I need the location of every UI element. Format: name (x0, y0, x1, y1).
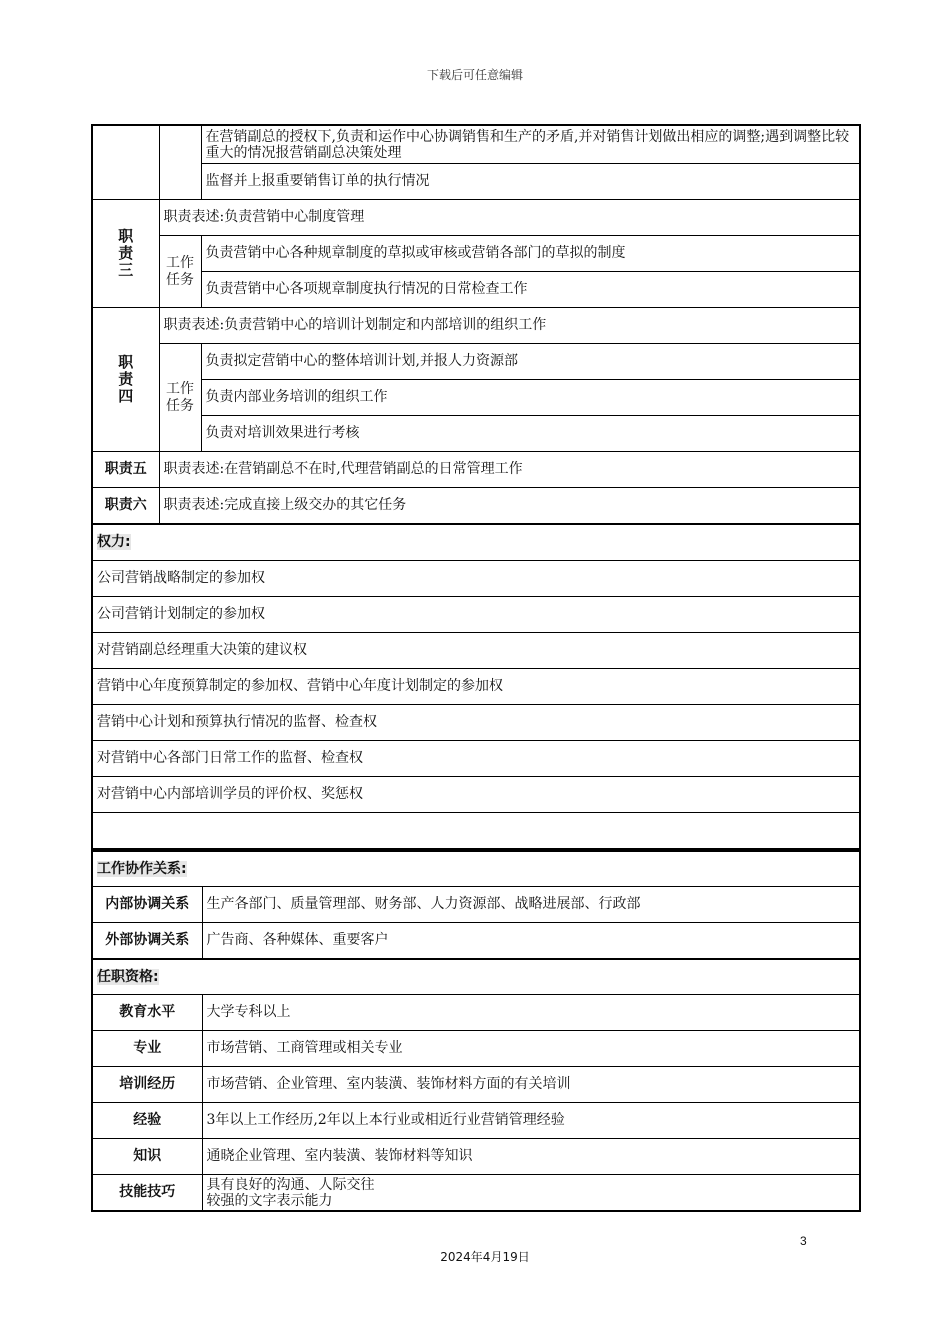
skill-item: 具有良好的沟通、人际交往 (206, 1176, 375, 1193)
qualification-value: 大学专科以上 (202, 995, 860, 1031)
power-item: 营销中心计划和预算执行情况的监督、检查权 (92, 705, 860, 741)
power-item: 对营销副总经理重大决策的建议权 (92, 633, 860, 669)
skills-value (202, 1175, 860, 1212)
duty4-label (92, 308, 159, 452)
qualification-label: 培训经历 (92, 1067, 202, 1103)
qualification-label: 专业 (92, 1031, 202, 1067)
duty4-description: 职责表述:负责营销中心的培训计划制定和内部培训的组织工作 (159, 308, 860, 344)
page-number: 3 (800, 1234, 807, 1248)
duty5-description: 职责表述:在营销副总不在时,代理营销副总的日常管理工作 (159, 452, 860, 488)
skills-label: 技能技巧 (92, 1175, 202, 1212)
duty-continued-sub-cell (159, 125, 201, 200)
duty3-label (92, 200, 159, 308)
external-relation-value: 广告商、各种媒体、重要客户 (202, 923, 860, 960)
qualification-value: 市场营销、工商管理或相关专业 (202, 1031, 860, 1067)
task-item: 在营销副总的授权下,负责和运作中心协调销售和生产的矛盾,并对销售计划做出相应的调整;遇到调整比较重大的情况报营销副总决策处理 (201, 125, 860, 164)
job-description-table (91, 124, 861, 850)
duty3-label-text: 职责三 (118, 227, 134, 279)
task-item: 负责拟定营销中心的整体培训计划,并报人力资源部 (201, 344, 860, 380)
power-item: 对营销中心各部门日常工作的监督、检查权 (92, 741, 860, 777)
task-item: 负责对培训效果进行考核 (201, 416, 860, 452)
duty3-task-label-text: 工作任务 (166, 254, 194, 288)
skill-item: 较强的文字表示能力 (206, 1192, 333, 1209)
task-item: 负责内部业务培训的组织工作 (201, 380, 860, 416)
internal-relation-label: 内部协调关系 (92, 887, 202, 923)
qualification-table (91, 850, 861, 1212)
power-item: 对营销中心内部培训学员的评价权、奖惩权 (92, 777, 860, 813)
power-item: 公司营销战略制定的参加权 (92, 561, 860, 597)
qualification-value: 市场营销、企业管理、室内装潢、装饰材料方面的有关培训 (202, 1067, 860, 1103)
internal-relation-value: 生产各部门、质量管理部、财务部、人力资源部、战略进展部、行政部 (202, 887, 860, 923)
duty5-label: 职责五 (92, 452, 159, 488)
duty6-label: 职责六 (92, 488, 159, 525)
qualification-value: 通晓企业管理、室内装潢、装饰材料等知识 (202, 1139, 860, 1175)
power-item: 公司营销计划制定的参加权 (92, 597, 860, 633)
page-date: 2024年4月19日 (440, 1250, 530, 1264)
powers-section-title (92, 524, 860, 561)
powers-title-text: 权力: (97, 534, 131, 550)
duty3-task-label (159, 236, 201, 308)
task-item: 负责营销中心各项规章制度执行情况的日常检查工作 (201, 272, 860, 308)
duty-continued-label-cell (92, 125, 159, 200)
qualification-label: 经验 (92, 1103, 202, 1139)
qualification-label: 教育水平 (92, 995, 202, 1031)
qualifications-section-title (92, 959, 860, 995)
relations-title-text: 工作协作关系: (97, 860, 187, 877)
duty6-description: 职责表述:完成直接上级交办的其它任务 (159, 488, 860, 525)
empty-row (92, 813, 860, 850)
duty4-label-text: 职责四 (118, 353, 134, 405)
qualification-label: 知识 (92, 1139, 202, 1175)
task-item: 负责营销中心各种规章制度的草拟或审核或营销各部门的草拟的制度 (201, 236, 860, 272)
relations-section-title (92, 851, 860, 887)
duty4-task-label-text: 工作任务 (166, 380, 194, 414)
qualification-value: 3年以上工作经历,2年以上本行业或相近行业营销管理经验 (202, 1103, 860, 1139)
qualifications-title-text: 任职资格: (97, 968, 159, 985)
external-relation-label: 外部协调关系 (92, 923, 202, 960)
duty4-task-label (159, 344, 201, 452)
page-header: 下载后可任意编辑 (426, 68, 523, 82)
duty3-description: 职责表述:负责营销中心制度管理 (159, 200, 860, 236)
power-item: 营销中心年度预算制定的参加权、营销中心年度计划制定的参加权 (92, 669, 860, 705)
task-item: 监督并上报重要销售订单的执行情况 (201, 164, 860, 200)
